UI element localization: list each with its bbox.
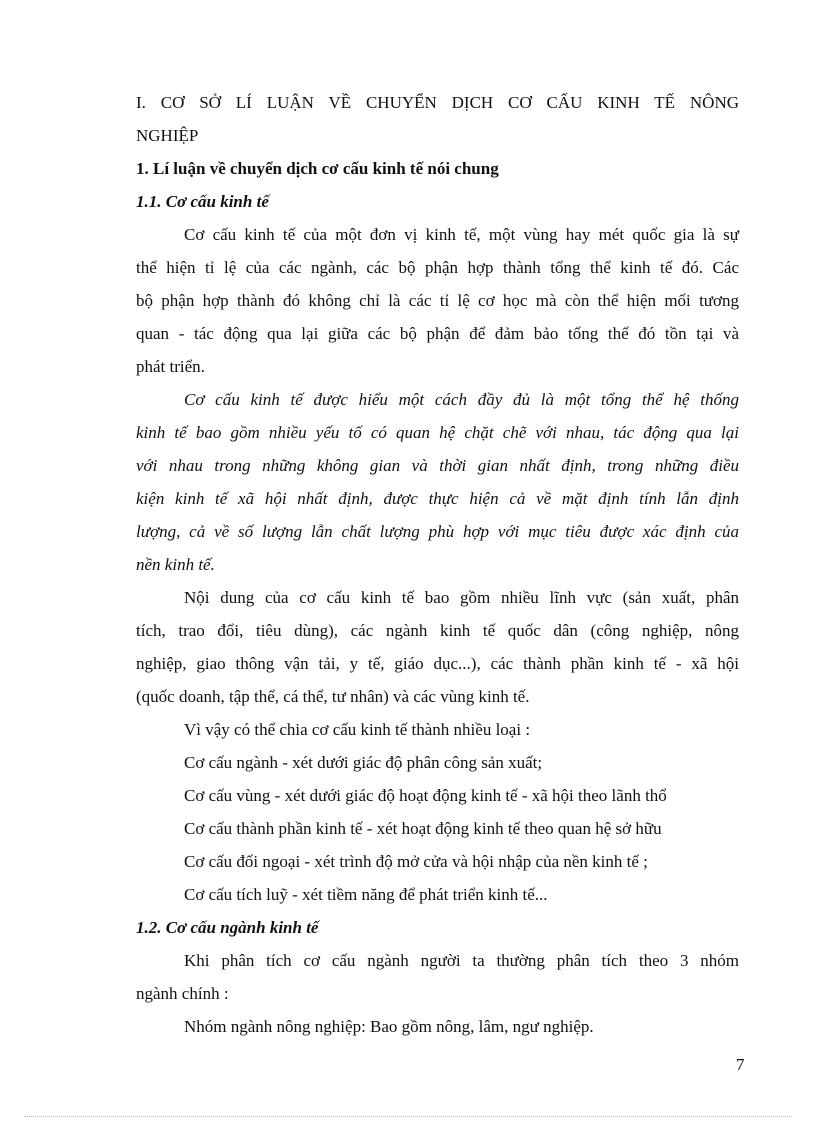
paragraph-line: bộ phận hợp thành đó không chỉ là các tỉ lệ cơ học mà còn thể hiện mối tương [136, 291, 739, 310]
italic-paragraph-line: kinh tế bao gồm nhiều yếu tố có quan hệ chặt chẽ với nhau, tác động qua lại [136, 423, 739, 442]
paragraph-line: nghiệp, giao thông vận tải, y tế, giáo dục...), các thành phần kinh tế - xã hội [136, 654, 739, 673]
list-item: Cơ cấu thành phần kinh tế - xét hoạt động kinh tế theo quan hệ sở hữu [184, 819, 662, 838]
list-intro: Vì vậy có thể chia cơ cấu kinh tế thành nhiều loại : [184, 720, 531, 739]
paragraph-line: quan - tác động qua lại giữa các bộ phận để đảm bảo tổng thể đó tồn tại và [136, 324, 739, 343]
italic-paragraph-line: kiện kinh tế xã hội nhất định, được thực hiện cả về mặt định tính lẫn định [136, 489, 739, 508]
page-bottom-divider [24, 1116, 792, 1117]
italic-paragraph-line: nền kinh tế. [136, 555, 215, 574]
italic-paragraph-line: lượng, cả về số lượng lẫn chất lượng phù hợp với mục tiêu được xác định của [136, 522, 739, 541]
main-heading-line-2: NGHIỆP [136, 126, 199, 145]
section-1-title: 1. Lí luận về chuyển dịch cơ cấu kinh tế nói chung [136, 159, 499, 178]
paragraph-line: Cơ cấu kinh tế của một đơn vị kinh tế, một vùng hay mét quốc gia là sự [184, 225, 739, 244]
section-1-2-title: 1.2. Cơ cấu ngành kinh tế [136, 918, 319, 937]
paragraph-line: thể hiện tỉ lệ của các ngành, các bộ phận hợp thành tổng thể kinh tế đó. Các [136, 258, 739, 277]
paragraph-line: (quốc doanh, tập thể, cá thể, tư nhân) và các vùng kinh tế. [136, 687, 530, 706]
main-heading-line-1: I. CƠ SỞ LÍ LUẬN VỀ CHUYỂN DỊCH CƠ CẤU KINH TẾ NÔNG [136, 93, 739, 112]
paragraph-line: ngành chính : [136, 984, 229, 1003]
paragraph-line: phát triển. [136, 357, 205, 376]
paragraph-line: tích, trao đổi, tiêu dùng), các ngành kinh tế quốc dân (công nghiệp, nông [136, 621, 739, 640]
list-item: Cơ cấu ngành - xét dưới giác độ phân công sản xuất; [184, 753, 543, 772]
paragraph-line: Khi phân tích cơ cấu ngành người ta thường phân tích theo 3 nhóm [184, 951, 739, 970]
list-item: Cơ cấu đối ngoại - xét trình độ mở cửa và hội nhập của nền kinh tế ; [184, 852, 648, 871]
page-number: 7 [736, 1055, 745, 1074]
section-1-1-title: 1.1. Cơ cấu kinh tế [136, 192, 269, 211]
list-item: Cơ cấu vùng - xét dưới giác độ hoạt động kinh tế - xã hội theo lãnh thổ [184, 786, 667, 805]
paragraph-line: Nhóm ngành nông nghiệp: Bao gồm nông, lâm, ngư nghiệp. [184, 1017, 594, 1036]
italic-paragraph-line: Cơ cấu kinh tế được hiểu một cách đầy đủ là một tổng thể hệ thống [184, 390, 739, 409]
list-item: Cơ cấu tích luỹ - xét tiềm năng để phát triển kinh tế... [184, 885, 548, 904]
paragraph-line: Nội dung của cơ cấu kinh tế bao gồm nhiều lĩnh vực (sản xuất, phân [184, 588, 739, 607]
italic-paragraph-line: với nhau trong những không gian và thời gian nhất định, trong những điều [136, 456, 739, 475]
